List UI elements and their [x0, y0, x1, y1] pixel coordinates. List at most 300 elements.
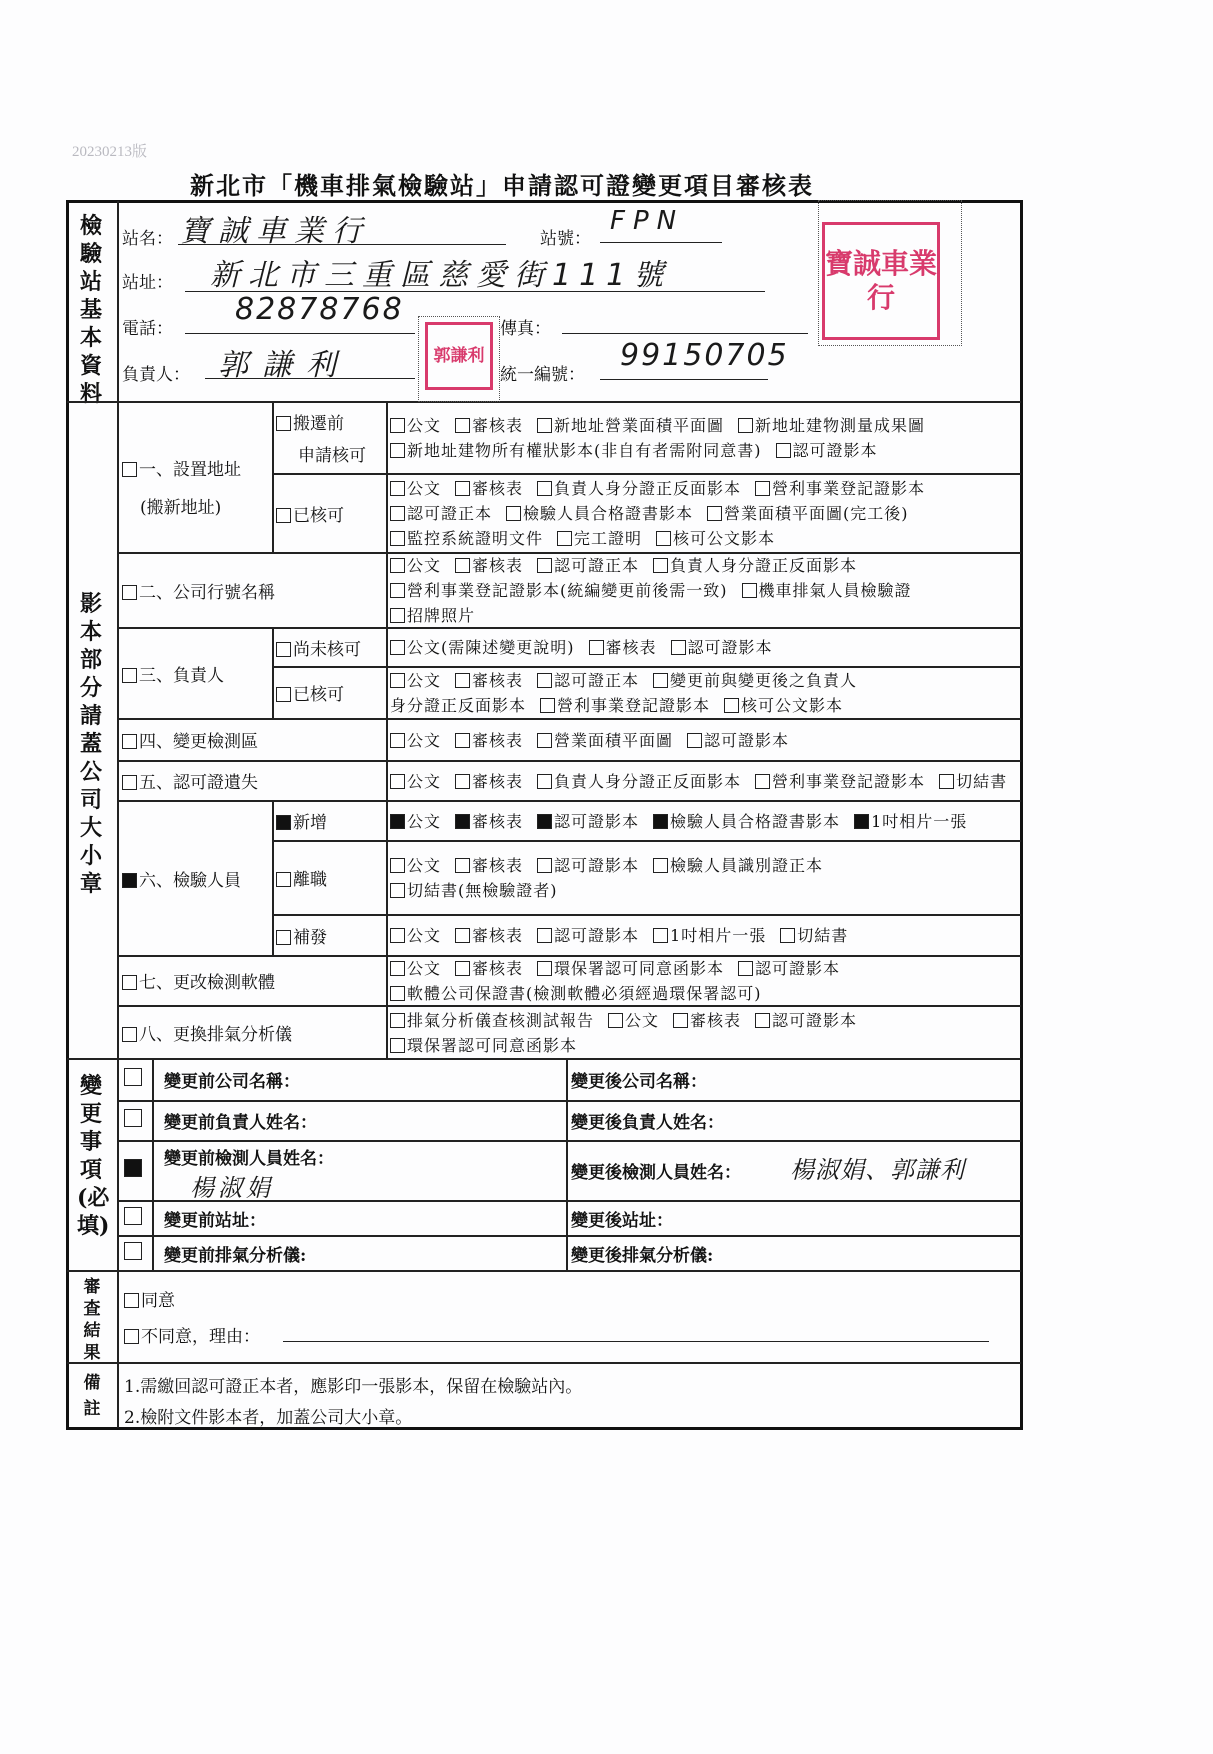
document-label: 公文 — [407, 959, 442, 978]
document-label: 身分證正反面影本 — [390, 696, 527, 715]
document-option[interactable] — [653, 926, 766, 945]
document-line — [390, 728, 803, 751]
document-label: 審核表 — [472, 416, 524, 435]
sub-option[interactable] — [276, 409, 344, 434]
checkbox[interactable] — [540, 698, 555, 713]
document-line — [390, 956, 854, 979]
document-option[interactable] — [742, 581, 912, 600]
document-option[interactable] — [390, 606, 475, 625]
checkbox[interactable] — [653, 858, 668, 873]
tax-id-value[interactable]: 99150705 — [620, 338, 789, 373]
checkbox[interactable] — [854, 814, 869, 829]
document-label: 公文 — [407, 811, 442, 831]
document-option[interactable] — [455, 479, 523, 498]
document-option[interactable] — [589, 638, 657, 657]
document-label: 審核表 — [472, 811, 524, 831]
document-option[interactable] — [455, 731, 523, 750]
section-item-7[interactable] — [122, 968, 275, 993]
document-line — [390, 413, 939, 436]
document-label: 認可證影本 — [554, 926, 640, 945]
document-option[interactable] — [390, 984, 762, 1003]
checkbox[interactable] — [276, 872, 291, 887]
checkbox[interactable] — [707, 506, 722, 521]
document-option[interactable] — [653, 671, 857, 690]
document-option[interactable] — [455, 926, 523, 945]
document-option[interactable] — [537, 556, 639, 575]
section-item-4[interactable] — [122, 727, 258, 752]
document-option[interactable] — [653, 856, 823, 875]
document-label: 審核表 — [472, 671, 524, 690]
checkbox[interactable] — [390, 961, 405, 976]
checkbox[interactable] — [276, 416, 291, 431]
document-option[interactable] — [755, 1011, 857, 1030]
checkbox[interactable] — [455, 733, 470, 748]
document-label: 審核表 — [472, 856, 524, 875]
document-label: 公文 — [407, 556, 442, 575]
change-after-label — [571, 1206, 673, 1231]
checkbox[interactable] — [276, 642, 291, 657]
document-label: 認可證影本 — [687, 638, 773, 657]
document-line — [390, 476, 939, 499]
sub-label: 已核可 — [293, 505, 344, 526]
section-label-basic: 檢驗站基本資料 — [79, 213, 102, 407]
checkbox[interactable] — [455, 858, 470, 873]
sub-label: 搬遷前 — [293, 414, 344, 434]
section-label-notes: 備註 — [83, 1373, 101, 1419]
checkbox[interactable] — [455, 481, 470, 496]
document-option[interactable] — [455, 812, 523, 831]
checkbox[interactable] — [390, 506, 405, 521]
disagree-label: 不同意，理由： — [141, 1327, 260, 1347]
document-label: 認可證影本 — [554, 811, 640, 831]
document-option[interactable] — [854, 812, 967, 831]
document-option[interactable] — [390, 772, 441, 791]
document-option[interactable] — [537, 416, 724, 435]
document-option[interactable] — [537, 959, 724, 978]
owner-value[interactable]: 郭謙利 — [218, 348, 350, 383]
sub-option-label — [298, 441, 366, 466]
section-item-5[interactable] — [122, 768, 258, 793]
checkbox[interactable] — [455, 961, 470, 976]
checkbox[interactable] — [122, 585, 137, 600]
checkbox[interactable] — [122, 975, 137, 990]
checkbox[interactable] — [390, 583, 405, 598]
address-value[interactable]: 新北市三重區慈愛街111號 — [210, 258, 672, 293]
checkbox[interactable] — [122, 873, 137, 888]
document-option[interactable] — [455, 959, 523, 978]
document-label: 公文 — [407, 771, 442, 791]
document-label: 新地址建物測量成果圖 — [755, 416, 926, 435]
document-option[interactable] — [390, 731, 441, 750]
checkbox[interactable] — [122, 775, 137, 790]
document-label: 1吋相片一張 — [871, 811, 968, 831]
section-item-label: 一、設置地址 — [139, 459, 241, 480]
change-after-label — [571, 1108, 724, 1133]
checkbox[interactable] — [738, 961, 753, 976]
section-item-label: 七、更改檢測軟體 — [139, 973, 275, 993]
change-before-text: 變更前檢測人員姓名： — [164, 1149, 334, 1169]
checkbox[interactable] — [537, 418, 552, 433]
document-line — [390, 1008, 871, 1031]
document-line — [390, 923, 862, 946]
section-item-sublabel — [140, 493, 221, 518]
change-after-value[interactable] — [790, 1150, 965, 1185]
checkbox[interactable] — [755, 481, 770, 496]
station-no-label: 站號： — [540, 229, 591, 249]
sub-label: 補發 — [293, 927, 327, 948]
document-option[interactable] — [390, 959, 441, 978]
change-before-value[interactable] — [190, 1168, 274, 1203]
document-line — [390, 769, 1021, 792]
checkbox[interactable] — [724, 698, 739, 713]
document-label: 軟體公司保證書(檢測軟體必須經過環保署認可) — [407, 984, 762, 1003]
document-label: 負責人身分證正反面影本 — [554, 479, 742, 498]
change-row-checkbox[interactable] — [124, 1068, 144, 1089]
checkbox[interactable] — [276, 687, 291, 702]
checkbox[interactable] — [653, 558, 668, 573]
document-label: 負責人身分證正反面影本 — [670, 556, 858, 575]
document-label: 認可證正本 — [407, 504, 493, 523]
document-option[interactable] — [506, 504, 693, 523]
change-after-text: 變更後排氣分析儀: — [571, 1245, 714, 1266]
document-option[interactable] — [390, 504, 492, 523]
document-label: 核可公文影本 — [673, 529, 776, 548]
change-after-label — [571, 1067, 707, 1092]
document-line — [390, 878, 572, 901]
checkbox[interactable] — [537, 814, 552, 829]
document-option[interactable] — [390, 581, 728, 600]
sub-option[interactable] — [276, 808, 327, 833]
document-option[interactable] — [653, 812, 840, 831]
checkbox[interactable] — [537, 558, 552, 573]
document-option[interactable] — [390, 529, 543, 548]
change-after-label — [571, 1241, 713, 1266]
document-line — [390, 668, 871, 691]
document-label: 公文 — [407, 416, 442, 435]
document-option[interactable] — [755, 772, 925, 791]
document-line — [390, 603, 489, 626]
checkbox[interactable] — [455, 814, 470, 829]
document-label: 審核表 — [472, 479, 524, 498]
document-label: 營業面積平面圖(完工後) — [724, 504, 909, 523]
document-label: 新地址建物所有權狀影本(非自有者需附同意書) — [407, 441, 762, 460]
document-option[interactable] — [455, 772, 523, 791]
checkbox[interactable] — [589, 640, 604, 655]
change-before-label — [164, 1067, 300, 1092]
document-label: 環保署認可同意函影本 — [554, 959, 725, 978]
document-option[interactable] — [707, 504, 909, 523]
document-label: 營利事業登記證影本 — [772, 771, 926, 791]
document-option[interactable] — [455, 556, 523, 575]
document-label: 監控系統證明文件 — [407, 529, 544, 548]
sub2-label: 申請核可 — [298, 446, 366, 466]
fax-label: 傳真： — [500, 319, 551, 339]
checkbox[interactable] — [537, 774, 552, 789]
change-row-checkbox[interactable] — [124, 1159, 144, 1180]
section-item-6[interactable] — [122, 866, 241, 891]
document-option[interactable] — [738, 959, 840, 978]
checkbox[interactable] — [780, 928, 795, 943]
change-checkbox[interactable] — [124, 1242, 142, 1260]
checkbox[interactable] — [390, 481, 405, 496]
document-line — [390, 553, 871, 576]
section-item-label: 四、變更檢測區 — [139, 732, 258, 752]
document-option[interactable] — [390, 856, 441, 875]
change-after-text: 變更後負責人姓名： — [571, 1113, 724, 1133]
document-option[interactable] — [390, 696, 526, 715]
phone-value[interactable]: 82878768 — [235, 292, 404, 327]
checkbox[interactable] — [276, 930, 291, 945]
document-option[interactable] — [939, 772, 1007, 791]
document-option[interactable] — [537, 772, 741, 791]
checkbox[interactable] — [390, 858, 405, 873]
document-line — [390, 501, 923, 524]
document-label: 排氣分析儀查核測試報告 — [407, 1010, 595, 1030]
document-label: 營利事業登記證影本 — [557, 696, 711, 715]
document-option[interactable] — [537, 856, 639, 875]
checkbox[interactable] — [122, 668, 137, 683]
document-label: 1吋相片一張 — [670, 926, 767, 945]
checkbox[interactable] — [390, 928, 405, 943]
checkbox[interactable] — [673, 1013, 688, 1028]
document-option[interactable] — [390, 881, 558, 900]
checkbox[interactable] — [537, 481, 552, 496]
document-option[interactable] — [537, 731, 673, 750]
document-label: 公文(需陳述變更說明) — [407, 638, 575, 657]
agree-label: 同意 — [141, 1291, 175, 1311]
agree-checkbox[interactable] — [124, 1293, 139, 1308]
document-option[interactable] — [687, 731, 789, 750]
document-option[interactable] — [390, 638, 575, 657]
checkbox[interactable] — [390, 774, 405, 789]
document-option[interactable] — [537, 671, 639, 690]
document-option[interactable] — [390, 926, 441, 945]
section-item-label: 六、檢驗人員 — [139, 870, 241, 891]
station-no-value[interactable]: FPN — [610, 206, 685, 236]
checkbox[interactable] — [537, 961, 552, 976]
checkbox[interactable] — [537, 858, 552, 873]
checkbox[interactable] — [390, 883, 405, 898]
company-seal: 寶誠車業行 — [822, 222, 940, 340]
document-label: 公文 — [407, 926, 442, 945]
checkbox[interactable] — [939, 774, 954, 789]
document-option[interactable] — [653, 556, 857, 575]
change-before-text: 變更前排氣分析儀: — [164, 1245, 307, 1266]
checkbox[interactable] — [455, 558, 470, 573]
phone-label: 電話： — [122, 319, 173, 339]
document-line — [390, 853, 837, 876]
checkbox[interactable] — [537, 673, 552, 688]
document-option[interactable] — [455, 856, 523, 875]
document-line — [390, 526, 789, 549]
change-row-checkbox[interactable] — [124, 1242, 144, 1263]
change-before-text: 變更前公司名稱： — [164, 1072, 300, 1092]
checkbox[interactable] — [455, 928, 470, 943]
checkbox[interactable] — [455, 418, 470, 433]
document-label: 檢驗人員識別證正本 — [670, 856, 824, 875]
document-label: 環保署認可同意函影本 — [407, 1035, 578, 1055]
document-option[interactable] — [390, 812, 441, 831]
change-after-text: 變更後公司名稱： — [571, 1072, 707, 1092]
document-option[interactable] — [390, 671, 441, 690]
checkbox[interactable] — [390, 1013, 405, 1028]
checkbox[interactable] — [455, 774, 470, 789]
document-option[interactable] — [608, 1011, 659, 1030]
section-item-2[interactable] — [122, 578, 275, 603]
checkbox[interactable] — [738, 418, 753, 433]
change-row-checkbox[interactable] — [124, 1207, 144, 1228]
checkbox[interactable] — [506, 506, 521, 521]
section-label-copies: 影本部分請蓋公司大小章 — [79, 591, 102, 897]
checkbox[interactable] — [653, 928, 668, 943]
document-option[interactable] — [540, 696, 710, 715]
station-name-value[interactable]: 寶誠車業行 — [180, 214, 370, 249]
review-agree[interactable] — [124, 1286, 175, 1311]
change-checkbox[interactable] — [124, 1068, 142, 1086]
sub-option[interactable] — [276, 680, 344, 705]
document-label: 審核表 — [472, 959, 524, 978]
section-item-label: 八、更換排氣分析儀 — [139, 1024, 292, 1045]
checkbox[interactable] — [122, 462, 137, 477]
checkbox[interactable] — [687, 733, 702, 748]
checkbox[interactable] — [390, 673, 405, 688]
change-after-text-value: 楊淑娟、郭謙利 — [790, 1156, 965, 1184]
checkbox[interactable] — [557, 531, 572, 546]
checkbox[interactable] — [122, 734, 137, 749]
section-item-label: 二、公司行號名稱 — [139, 582, 275, 603]
change-before-label — [164, 1108, 317, 1133]
document-option[interactable] — [673, 1011, 741, 1030]
checkbox[interactable] — [608, 1013, 623, 1028]
checkbox[interactable] — [653, 814, 668, 829]
checkbox[interactable] — [390, 814, 405, 829]
checkbox[interactable] — [390, 640, 405, 655]
sub-option[interactable] — [276, 923, 327, 948]
section-item-1[interactable] — [122, 455, 241, 480]
checkbox[interactable] — [390, 531, 405, 546]
document-label: 檢驗人員合格證書影本 — [523, 504, 694, 523]
document-option[interactable] — [390, 1011, 594, 1030]
checkbox[interactable] — [742, 583, 757, 598]
document-label: 公文 — [407, 730, 442, 750]
change-before-text: 變更前站址： — [164, 1210, 266, 1231]
change-after-text: 變更後站址： — [571, 1210, 673, 1231]
checkbox[interactable] — [390, 558, 405, 573]
sub-option[interactable] — [276, 501, 344, 526]
checkbox[interactable] — [537, 733, 552, 748]
owner-seal: 郭謙利 — [425, 322, 493, 390]
checkbox[interactable] — [755, 774, 770, 789]
document-option[interactable] — [738, 416, 925, 435]
document-option[interactable] — [390, 416, 441, 435]
document-option[interactable] — [656, 529, 775, 548]
checkbox[interactable] — [455, 673, 470, 688]
checkbox[interactable] — [755, 1013, 770, 1028]
checkbox[interactable] — [276, 815, 291, 830]
document-option[interactable] — [455, 416, 523, 435]
change-row-checkbox[interactable] — [124, 1109, 144, 1130]
change-checkbox[interactable] — [124, 1159, 142, 1177]
change-checkbox[interactable] — [124, 1109, 142, 1127]
sub-label: 新增 — [293, 813, 327, 833]
checkbox[interactable] — [656, 531, 671, 546]
sub-option[interactable] — [276, 865, 327, 890]
document-option[interactable] — [390, 441, 762, 460]
disagree-checkbox[interactable] — [124, 1329, 139, 1344]
checkbox[interactable] — [653, 673, 668, 688]
review-disagree[interactable] — [124, 1322, 260, 1347]
section-item-8[interactable] — [122, 1020, 292, 1045]
document-option[interactable] — [455, 671, 523, 690]
note-1: 1.需繳回認可證正本者，應影印一張影本，保留在檢驗站內。 — [124, 1377, 583, 1397]
sub-option[interactable] — [276, 635, 361, 660]
document-option[interactable] — [671, 638, 773, 657]
sub-label: 已核可 — [293, 685, 344, 705]
document-label: 公文 — [407, 479, 442, 498]
document-label: 認可證影本 — [755, 959, 841, 978]
section-item-label: 三、負責人 — [139, 665, 224, 686]
checkbox[interactable] — [390, 986, 405, 1001]
document-label: 公文 — [407, 671, 442, 690]
document-option[interactable] — [537, 926, 639, 945]
document-label: 審核表 — [472, 926, 524, 945]
checkbox[interactable] — [390, 733, 405, 748]
document-label: 認可證影本 — [792, 441, 878, 460]
document-line — [390, 809, 981, 832]
checkbox[interactable] — [390, 443, 405, 458]
document-line — [390, 693, 857, 716]
document-option[interactable] — [557, 529, 642, 548]
document-option[interactable] — [724, 696, 843, 715]
document-label: 營業面積平面圖 — [554, 730, 674, 750]
document-label: 切結書(無檢驗證者) — [407, 881, 558, 900]
document-option[interactable] — [780, 926, 848, 945]
checkbox[interactable] — [276, 508, 291, 523]
document-label: 招牌照片 — [407, 606, 476, 625]
document-label: 認可證正本 — [554, 671, 640, 690]
document-label: 營利事業登記證影本(統編變更前後需一致) — [407, 581, 728, 600]
document-label: 變更前與變更後之負責人 — [670, 671, 858, 690]
sub-label: 尚未核可 — [293, 639, 361, 660]
change-before-label — [164, 1241, 306, 1266]
document-option[interactable] — [537, 812, 639, 831]
owner-label: 負責人： — [122, 365, 190, 385]
checkbox[interactable] — [537, 928, 552, 943]
document-line — [390, 438, 892, 461]
checkbox[interactable] — [671, 640, 686, 655]
note-2: 2.檢附文件影本者，加蓋公司大小章。 — [124, 1408, 413, 1428]
document-option[interactable] — [755, 479, 925, 498]
document-option[interactable] — [390, 1036, 577, 1055]
document-option[interactable] — [390, 479, 441, 498]
document-option[interactable] — [776, 441, 878, 460]
checkbox[interactable] — [390, 418, 405, 433]
tax-id-label: 統一編號： — [500, 365, 585, 385]
section-item-sub-label: (搬新地址) — [140, 497, 222, 518]
document-option[interactable] — [537, 479, 741, 498]
document-option[interactable] — [390, 556, 441, 575]
sub-label: 離職 — [293, 870, 327, 890]
document-label: 審核表 — [472, 730, 524, 750]
change-checkbox[interactable] — [124, 1207, 142, 1225]
document-label: 審核表 — [690, 1010, 742, 1030]
section-item-3[interactable] — [122, 661, 224, 686]
checkbox[interactable] — [122, 1027, 137, 1042]
checkbox[interactable] — [776, 443, 791, 458]
checkbox[interactable] — [390, 608, 405, 623]
document-label: 認可證影本 — [772, 1010, 858, 1030]
checkbox[interactable] — [390, 1038, 405, 1053]
